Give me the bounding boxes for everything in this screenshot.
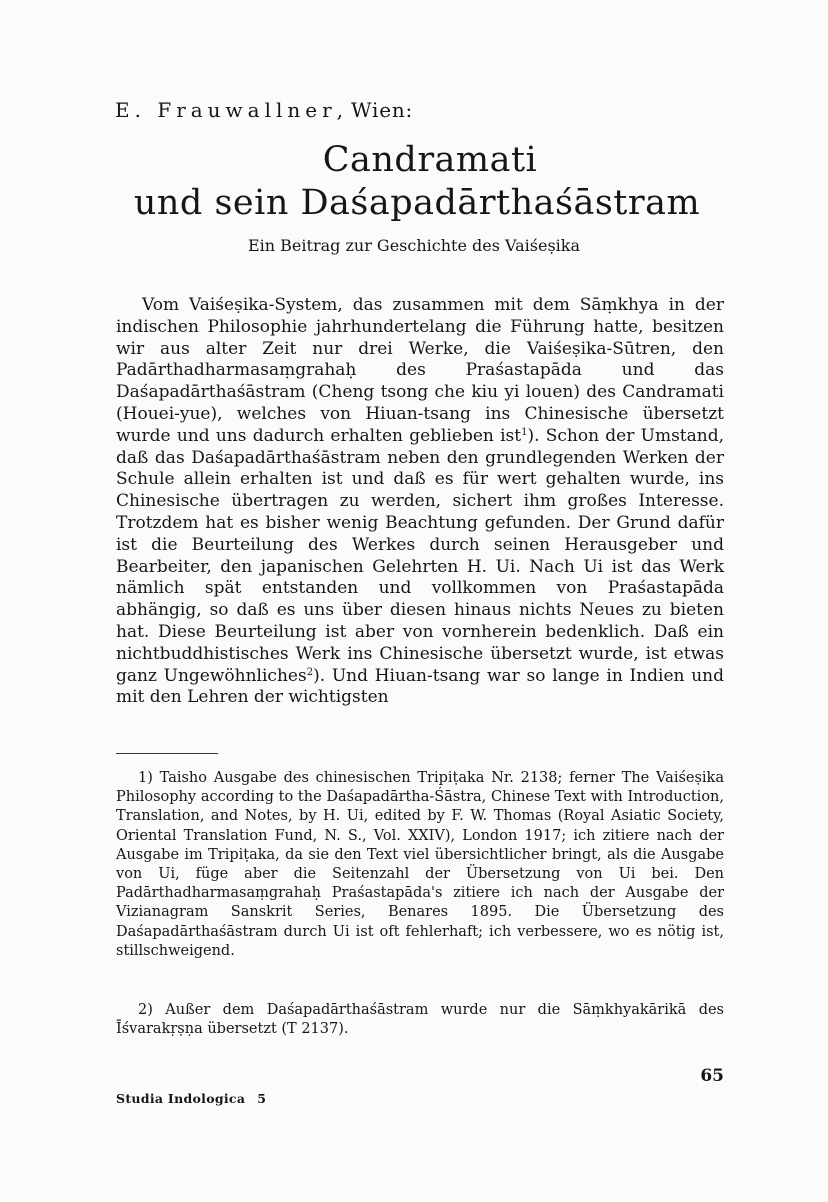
body-text-segment-3: ). Und Hiuan-tsang war so lange in Indien und mit den Lehren der wichtigsten: [116, 665, 724, 708]
body-paragraph: [116, 295, 724, 709]
author-name: E. Frauwallner: [115, 98, 337, 122]
author-location: , Wien:: [336, 98, 414, 122]
body-text-segment-2: ). Schon der Umstand, daß das Daśapadārthaśāstram neben den grundlegenden Werken der Schule allein erhalten ist und daß es für wert gehalten wurde, ins Chinesische übertragen zu werden, sichert ihm großes Interesse. Trotzdem hat es bisher wenig Beachtung gefunden. Der Grund dafür ist die Beurteilung des Werkes durch seinen Herausgeber und Bearbeiter, den japanischen Gelehrten H. Ui. Nach Ui ist das Werk nämlich spät entstanden und vollkommen von Praśastapāda abhängig, so daß es uns über diesen hinaus nichts Neues zu bieten hat. Diese Beurteilung ist aber von vornherein bedenklich. Daß ein nichtbuddhistisches Werk ins Chinesische übersetzt wurde, ist etwas ganz Ungewöhnliches: [116, 425, 724, 686]
article-title-line-1: Candramati: [322, 140, 538, 180]
page-number: 65: [700, 1066, 724, 1086]
journal-volume: 5: [257, 1091, 267, 1106]
footnote-1-text: 1) Taisho Ausgabe des chinesischen Tripiṭaka Nr. 2138; ferner The Vaiśeṣika Philosophy according to the Daśapadārtha-Śāstra, Chinese Text with Introduction, Translation, and Notes, by H. Ui, edited by F. W. Thomas (Royal Asiatic Society, Oriental Translation Fund, N. S., Vol. XXIV), London 1917; ich zitiere nach der Ausgabe im Tripiṭaka, da sie den Text viel übersichtlicher bringt, als die Ausgabe von Ui, füge aber die Seitenzahl der Übersetzung von Ui bei. Den Padārthadharmasaṃgrahaḥ Praśastapāda's zitiere ich nach der Ausgabe der Vizianagram Sanskrit Series, Benares 1895. Die Übersetzung des Daśapadārthaśāstram durch Ui ist oft fehlerhaft; ich verbessere, wo es nötig ist, stillschweigend.: [116, 770, 724, 959]
article-title-line-2: und sein Daśapadārthaśāstram: [133, 183, 701, 223]
article-subtitle: Ein Beitrag zur Geschichte des Vaiśeṣika: [247, 236, 581, 255]
footnote-ref-2[interactable]: 2: [306, 666, 314, 678]
journal-name: Studia Indologica: [116, 1091, 246, 1106]
footnote-1: [116, 769, 724, 961]
footnote-ref-1[interactable]: 1: [521, 426, 528, 438]
author-line: [115, 98, 413, 122]
footnote-2-text: 2) Außer dem Daśapadārthaśāstram wurde nur die Sāṃkhyakārikā des Īśvarakṛṣṇa übersetzt (T 2137).: [116, 1002, 724, 1038]
footnote-2: [116, 1001, 724, 1039]
journal-footer: [116, 1091, 266, 1106]
footnote-divider: [116, 753, 218, 754]
body-text-segment-1: Vom Vaiśeṣika-System, das zusammen mit dem Sāṃkhya in der indischen Philosophie jahrhundertelang die Führung hatte, besitzen wir aus alter Zeit nur drei Werke, die Vaiśeṣika-Sūtren, den Padārthadharmasaṃgrahaḥ des Praśastapāda und das Daśapadārthaśāstram (Cheng tsong che kiu yi louen) des Candramati (Houei-yue), welches von Hiuan-tsang ins Chinesische übersetzt wurde und uns dadurch erhalten geblieben ist: [116, 295, 724, 446]
